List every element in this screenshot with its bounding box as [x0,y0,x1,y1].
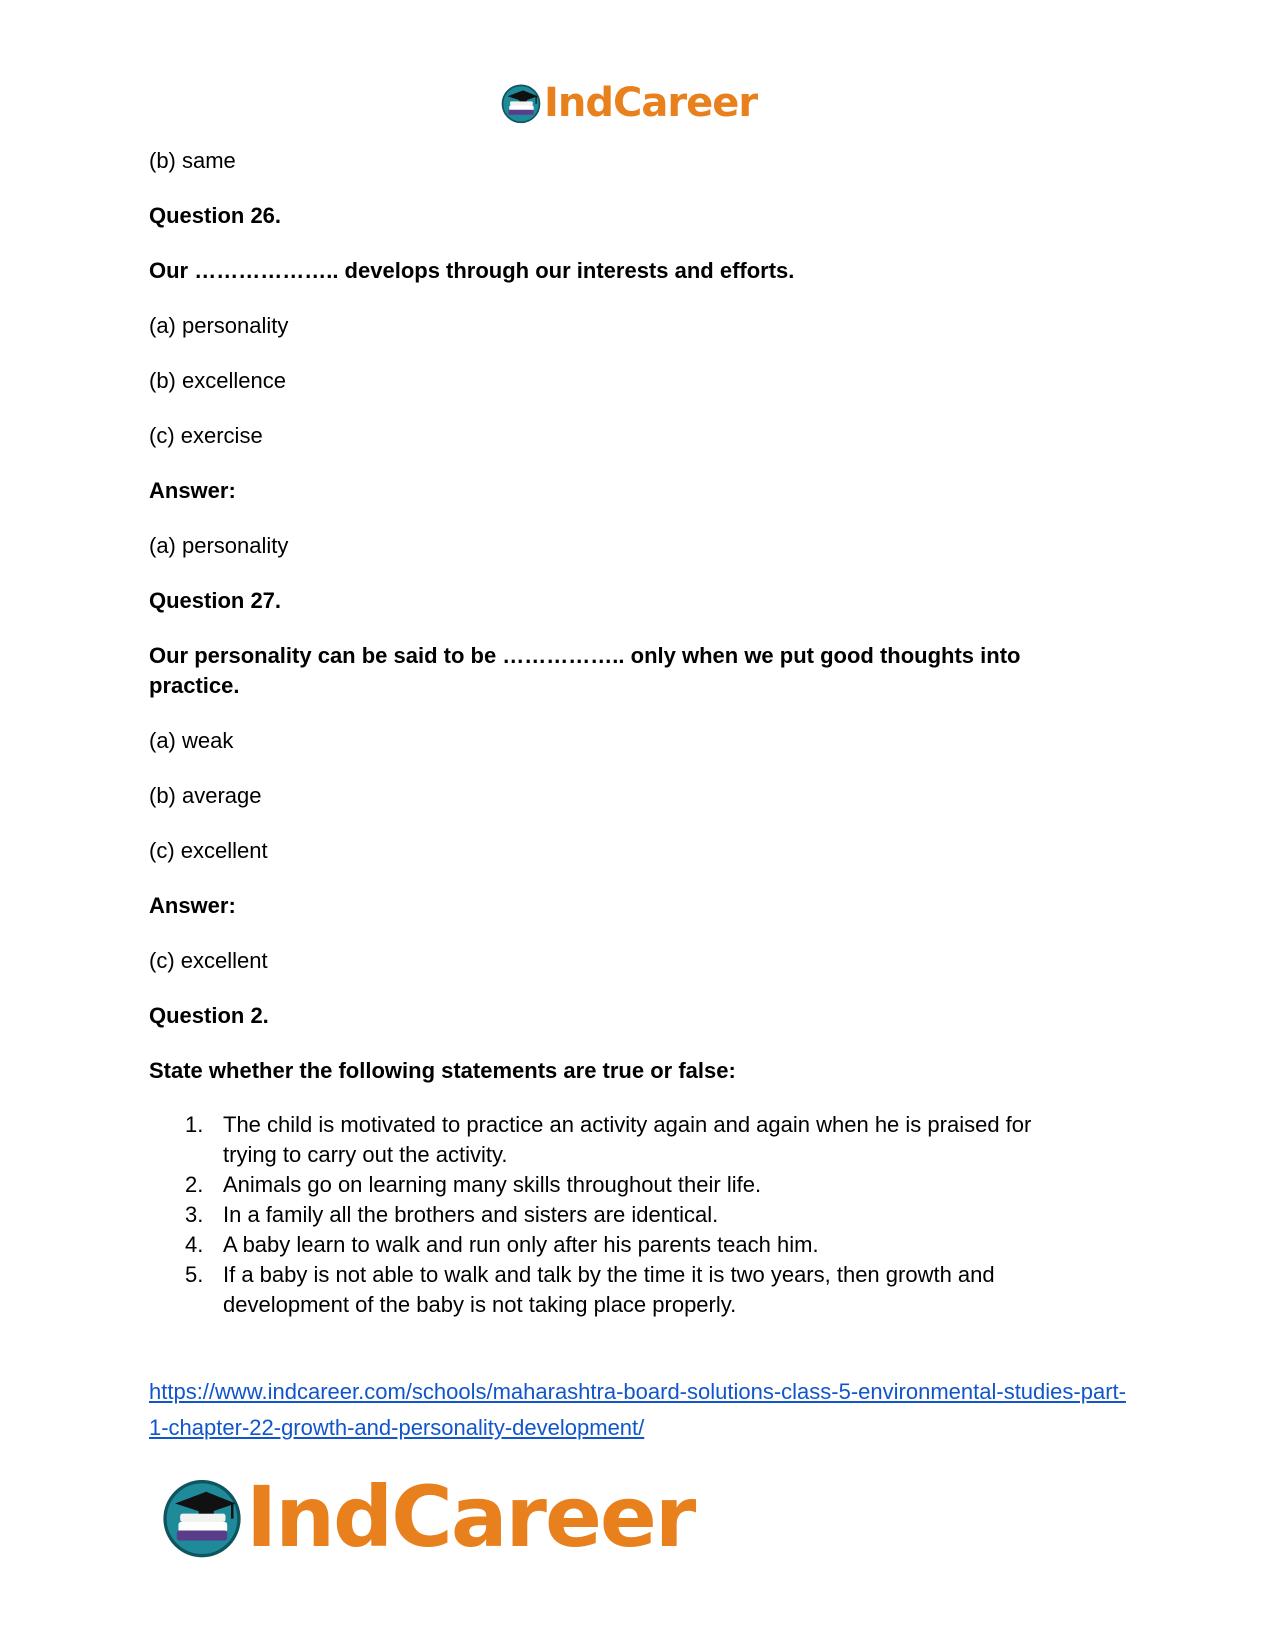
list-item [185,1230,1085,1260]
source-link[interactable]: https://www.indcareer.com/schools/maharashtra-board-solutions-class-5-environmental-studies-part-1-chapter-22-growth-and-personality-development/ [149,1379,1126,1440]
option-c: (c) exercise [149,423,263,448]
list-item [185,1170,1085,1200]
list-item-text: A baby learn to walk and run only after his parents teach him. [223,1232,819,1257]
list-item-text: If a baby is not able to walk and talk by the time it is two years, then growth and development of the baby is not taking place properly. [223,1262,995,1317]
list-item [185,1260,1085,1320]
option-c: (c) excellent [149,838,268,863]
statement-list [185,1110,1085,1320]
answer-option-text: (b) same [149,148,236,173]
question-text: Our ……………….. develops through our interests and efforts. [149,258,795,283]
list-number: 4. [185,1232,204,1257]
list-number: 5. [185,1262,204,1287]
logo-text: IndCareer [544,80,758,126]
list-item [185,1200,1085,1230]
list-number: 3. [185,1202,204,1227]
question-heading: Question 26. [149,203,282,228]
question-text: Our personality can be said to be …………….. only when we put good thoughts into practice. [149,643,1021,698]
option-b: (b) excellence [149,368,286,393]
question-heading: Question 2. [149,1003,269,1028]
list-item-text: In a family all the brothers and sisters are identical. [223,1202,719,1227]
option-b: (b) average [149,783,262,808]
header-logo [500,80,757,126]
list-number: 1. [185,1112,204,1137]
option-a: (a) weak [149,728,234,753]
answer-value: (a) personality [149,533,289,558]
graduation-book-icon [500,82,542,124]
logo-text: IndCareer [246,1468,695,1566]
option-a: (a) personality [149,313,289,338]
footer-logo [160,1468,694,1566]
list-item-text: Animals go on learning many skills throughout their life. [223,1172,762,1197]
answer-label: Answer: [149,893,236,918]
question-heading: Question 27. [149,588,282,613]
answer-value: (c) excellent [149,948,268,973]
answer-label: Answer: [149,478,236,503]
list-number: 2. [185,1172,204,1197]
list-item-text: The child is motivated to practice an activity again and again when he is praised for trying to carry out the activity. [223,1112,1032,1167]
question-text: State whether the following statements are true or false: [149,1058,736,1083]
list-item [185,1110,1085,1170]
graduation-book-icon [160,1475,244,1559]
